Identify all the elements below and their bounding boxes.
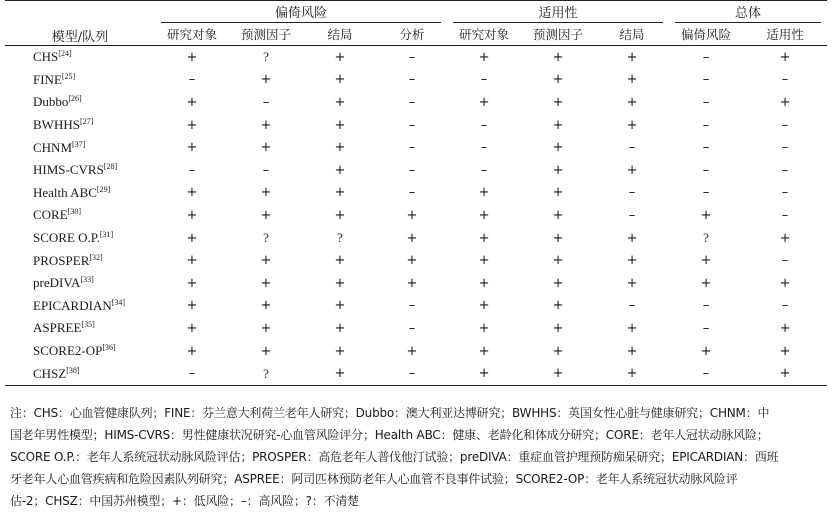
model-name-cell [5, 159, 155, 182]
rating-cell: ? [263, 230, 269, 246]
model-name-cell [5, 204, 155, 227]
model-name: HIMS-CVRS [33, 162, 104, 178]
rating-cell: + [552, 185, 564, 201]
rating-cell: ? [263, 49, 269, 65]
reference-number: [35] [81, 320, 95, 330]
rating-cell: + [186, 207, 198, 223]
rating-cell: + [260, 207, 272, 223]
model-name-cell [5, 182, 155, 205]
rating-cell: + [779, 320, 791, 336]
rating-cell: + [478, 320, 490, 336]
rating-cell: – [408, 185, 416, 201]
rating-cell: + [186, 253, 198, 269]
rating-cell: + [334, 140, 346, 156]
rating-cell: – [408, 298, 416, 314]
footnote-line: SCORE O.P.：老年人系统冠状动脉风险评估；PROSPER：高危老年人普伐他汀试验；preDIVA：重症血管护理预防痴呆研究；EPICARDIAN：西班 [10, 450, 779, 464]
rating-cell: + [334, 207, 346, 223]
table-row [5, 362, 827, 385]
model-name-cell [5, 362, 155, 385]
table-row [5, 114, 827, 137]
rating-cell: – [781, 253, 789, 269]
table-row [5, 182, 827, 205]
rating-cell: + [334, 117, 346, 133]
rating-cell: + [700, 253, 712, 269]
rating-cell: + [552, 343, 564, 359]
rating-cell: – [781, 117, 789, 133]
subcolumn-header: 结局 [619, 27, 645, 42]
table-row [5, 91, 827, 114]
rating-cell: + [260, 343, 272, 359]
rating-cell: + [478, 185, 490, 201]
rating-cell: – [702, 162, 710, 178]
rating-cell: – [188, 72, 196, 88]
footnote-line: 国老年男性模型；HIMS-CVRS：男性健康状况研究-心血管风险评分；Health ABC：健康、老龄化和体成分研究；CORE：老年人冠状动脉风险； [10, 428, 769, 442]
subcolumn-header: 分析 [399, 27, 425, 42]
reference-number: [38] [66, 365, 80, 375]
rating-cell: – [702, 72, 710, 88]
group-header-risk-of-bias [155, 1, 447, 24]
rating-cell: + [552, 253, 564, 269]
rating-cell: – [669, 362, 743, 385]
table-body [5, 46, 827, 386]
rating-cell: – [262, 162, 270, 178]
rating-cell: + [552, 230, 564, 246]
table-header [5, 1, 827, 46]
rating-cell: + [552, 320, 564, 336]
model-name-cell [5, 340, 155, 363]
reference-number: [31] [99, 230, 114, 240]
reference-number: [25] [61, 71, 76, 81]
rating-cell: – [702, 140, 710, 156]
table-row [5, 69, 827, 92]
reference-number: [37] [72, 139, 86, 149]
rating-cell: + [334, 275, 346, 291]
rating-cell: – [781, 162, 789, 178]
rating-cell: + [406, 207, 418, 223]
table-row [5, 204, 827, 227]
rating-cell: + [260, 185, 272, 201]
rating-cell: + [186, 117, 198, 133]
reference-number: [30] [67, 207, 81, 217]
table-row [5, 159, 827, 182]
rating-cell: – [408, 140, 416, 156]
rating-cell: – [781, 72, 789, 88]
rating-cell: + [626, 320, 638, 336]
rating-cell: + [626, 230, 638, 246]
rating-cell: + [700, 275, 712, 291]
table-row [5, 136, 827, 159]
rating-cell: – [480, 140, 488, 156]
reference-number: [32] [89, 252, 103, 262]
model-name: SCORE O.P. [33, 230, 100, 246]
rating-cell: + [478, 298, 490, 314]
model-name-cell [5, 136, 155, 159]
model-column-header: 模型/队列 [51, 30, 109, 45]
reference-number: [36] [102, 343, 116, 353]
rating-cell: + [334, 185, 346, 201]
rating-cell: + [334, 320, 346, 336]
rating-cell: + [260, 320, 272, 336]
model-name-cell [5, 249, 155, 272]
model-name: ASPREE [33, 320, 82, 336]
rating-cell: + [186, 49, 198, 65]
model-name: CORE [33, 207, 68, 223]
model-name-cell [5, 227, 155, 250]
rating-cell: – [408, 117, 416, 133]
rating-cell: + [478, 207, 490, 223]
rating-cell: + [186, 343, 198, 359]
rating-cell: + [478, 275, 490, 291]
rating-cell: + [186, 230, 198, 246]
rating-cell: + [186, 275, 198, 291]
model-name: CHS [33, 49, 59, 65]
rating-cell: – [781, 298, 789, 314]
subcolumn-header: 结局 [327, 27, 353, 42]
model-name-cell [5, 91, 155, 114]
rating-cell: – [702, 94, 710, 110]
group-label: 偏倚风险 [275, 6, 328, 21]
group-header-overall [669, 1, 827, 24]
rating-cell: – [408, 162, 416, 178]
model-name: preDIVA [33, 275, 81, 291]
rating-cell: + [334, 49, 346, 65]
rating-cell: ? [229, 362, 303, 385]
rating-cell: + [552, 72, 564, 88]
rating-cell: – [702, 185, 710, 201]
rating-cell: + [552, 275, 564, 291]
rating-cell: + [626, 117, 638, 133]
rating-cell: + [626, 49, 638, 65]
table-footnote [10, 402, 822, 512]
rating-cell: + [260, 117, 272, 133]
rating-cell: + [406, 343, 418, 359]
rating-cell: – [702, 298, 710, 314]
reference-number: [33] [80, 275, 94, 285]
rating-cell: + [260, 275, 272, 291]
model-name-cell [5, 69, 155, 92]
reference-number: [26] [68, 94, 82, 104]
rating-cell: – [702, 49, 710, 65]
rating-cell: + [406, 253, 418, 269]
rating-cell: – [702, 320, 710, 336]
model-name-cell [5, 46, 155, 69]
pobast-assessment-table [5, 0, 827, 386]
model-name: Health ABC [33, 184, 97, 200]
subcolumn-header: 研究对象 [459, 27, 510, 42]
footnote-line: 注：CHS：心血管健康队列；FINE：芬兰意大利荷兰老年人研究；Dubbo：澳大利亚达博研究；BWHHS：英国女性心脏与健康研究；CHNM：中 [10, 406, 770, 420]
reference-number: [29] [96, 184, 111, 194]
model-name-cell [5, 295, 155, 318]
model-name: PROSPER [33, 252, 90, 268]
reference-number: [24] [58, 49, 72, 59]
rating-cell: – [628, 207, 636, 223]
rating-cell: + [779, 343, 791, 359]
rating-cell: – [408, 49, 416, 65]
rating-cell: + [334, 253, 346, 269]
rating-cell: + [743, 362, 827, 385]
model-name: CHSZ [33, 365, 67, 381]
rating-cell: – [480, 72, 488, 88]
rating-cell: – [408, 320, 416, 336]
rating-cell: + [779, 49, 791, 65]
rating-cell: + [626, 275, 638, 291]
rating-cell: ? [703, 230, 709, 246]
rating-cell: + [552, 94, 564, 110]
rating-cell: – [188, 162, 196, 178]
rating-cell: + [700, 207, 712, 223]
rating-cell: + [552, 162, 564, 178]
model-name: EPICARDIAN [33, 297, 112, 313]
footnote-line: 估-2；CHSZ：中国苏州模型；+：低风险；–：高风险；?：不清楚 [10, 494, 360, 508]
reference-number: [34] [111, 297, 126, 307]
rating-cell: + [260, 72, 272, 88]
rating-cell: + [779, 275, 791, 291]
model-name-cell [5, 272, 155, 295]
rating-cell: + [186, 185, 198, 201]
rating-cell: – [155, 362, 229, 385]
rating-cell: + [334, 162, 346, 178]
rating-cell: + [626, 343, 638, 359]
table-row [5, 249, 827, 272]
rating-cell: – [781, 207, 789, 223]
group-header-applicability [447, 1, 669, 24]
rating-cell: – [480, 162, 488, 178]
rating-cell: + [478, 253, 490, 269]
rating-cell: – [377, 362, 447, 385]
rating-cell: – [262, 94, 270, 110]
model-name: SCORE2-OP [33, 343, 103, 359]
model-name-cell [5, 114, 155, 137]
rating-cell: + [626, 162, 638, 178]
rating-cell: + [478, 343, 490, 359]
rating-cell: + [260, 298, 272, 314]
rating-cell: – [628, 140, 636, 156]
rating-cell: – [628, 185, 636, 201]
footnote-line: 牙老年人心血管疾病和危险因素队列研究；ASPREE：阿司匹林预防老年人心血管不良事件试验；SCORE2-OP：老年人系统冠状动脉风险评 [10, 472, 738, 486]
rating-cell: + [334, 72, 346, 88]
rating-cell: + [260, 140, 272, 156]
rating-cell: + [478, 230, 490, 246]
subcolumn-header: 预测因子 [533, 27, 584, 42]
rating-cell: – [480, 117, 488, 133]
rating-cell: + [552, 207, 564, 223]
rating-cell: + [521, 362, 595, 385]
rating-cell: + [334, 343, 346, 359]
model-name-cell [5, 317, 155, 340]
rating-cell: – [781, 140, 789, 156]
table-row [5, 317, 827, 340]
rating-cell: + [186, 298, 198, 314]
reference-number: [27] [79, 117, 94, 127]
table-row [5, 295, 827, 318]
rating-cell: + [186, 140, 198, 156]
rating-cell: – [628, 298, 636, 314]
rating-cell: + [334, 94, 346, 110]
rating-cell: + [779, 230, 791, 246]
rating-cell: + [552, 117, 564, 133]
model-name: BWHHS [33, 117, 80, 133]
rating-cell: + [478, 49, 490, 65]
rating-cell: – [781, 185, 789, 201]
rating-cell: + [626, 72, 638, 88]
subcolumn-header: 预测因子 [240, 27, 291, 42]
table-row [5, 340, 827, 363]
rating-cell: + [552, 140, 564, 156]
rating-cell: – [702, 117, 710, 133]
rating-cell: – [408, 72, 416, 88]
table-row [5, 46, 827, 69]
rating-cell: + [406, 230, 418, 246]
table-row [5, 227, 827, 250]
rating-cell: + [552, 298, 564, 314]
rating-cell: + [186, 94, 198, 110]
group-label: 适用性 [538, 6, 578, 21]
rating-cell: + [447, 362, 521, 385]
rating-cell: + [595, 362, 669, 385]
rating-cell: + [186, 320, 198, 336]
table-row [5, 272, 827, 295]
rating-cell: – [408, 94, 416, 110]
model-name: Dubbo [33, 94, 69, 110]
subcolumn-header: 研究对象 [166, 27, 217, 42]
subcolumn-header: 适用性 [766, 27, 804, 42]
rating-cell: + [552, 49, 564, 65]
model-name: FINE [33, 71, 62, 87]
rating-cell: ? [337, 230, 343, 246]
rating-cell: + [406, 275, 418, 291]
rating-cell: + [478, 94, 490, 110]
rating-cell: + [260, 253, 272, 269]
rating-cell: + [626, 253, 638, 269]
group-label: 总体 [735, 6, 762, 21]
rating-cell: + [626, 94, 638, 110]
reference-number: [28] [103, 162, 118, 172]
rating-cell: + [700, 343, 712, 359]
model-name: CHNM [33, 139, 73, 155]
rating-cell: + [779, 94, 791, 110]
subcolumn-header: 偏倚风险 [681, 27, 732, 42]
rating-cell: + [303, 362, 377, 385]
rating-cell: + [334, 298, 346, 314]
